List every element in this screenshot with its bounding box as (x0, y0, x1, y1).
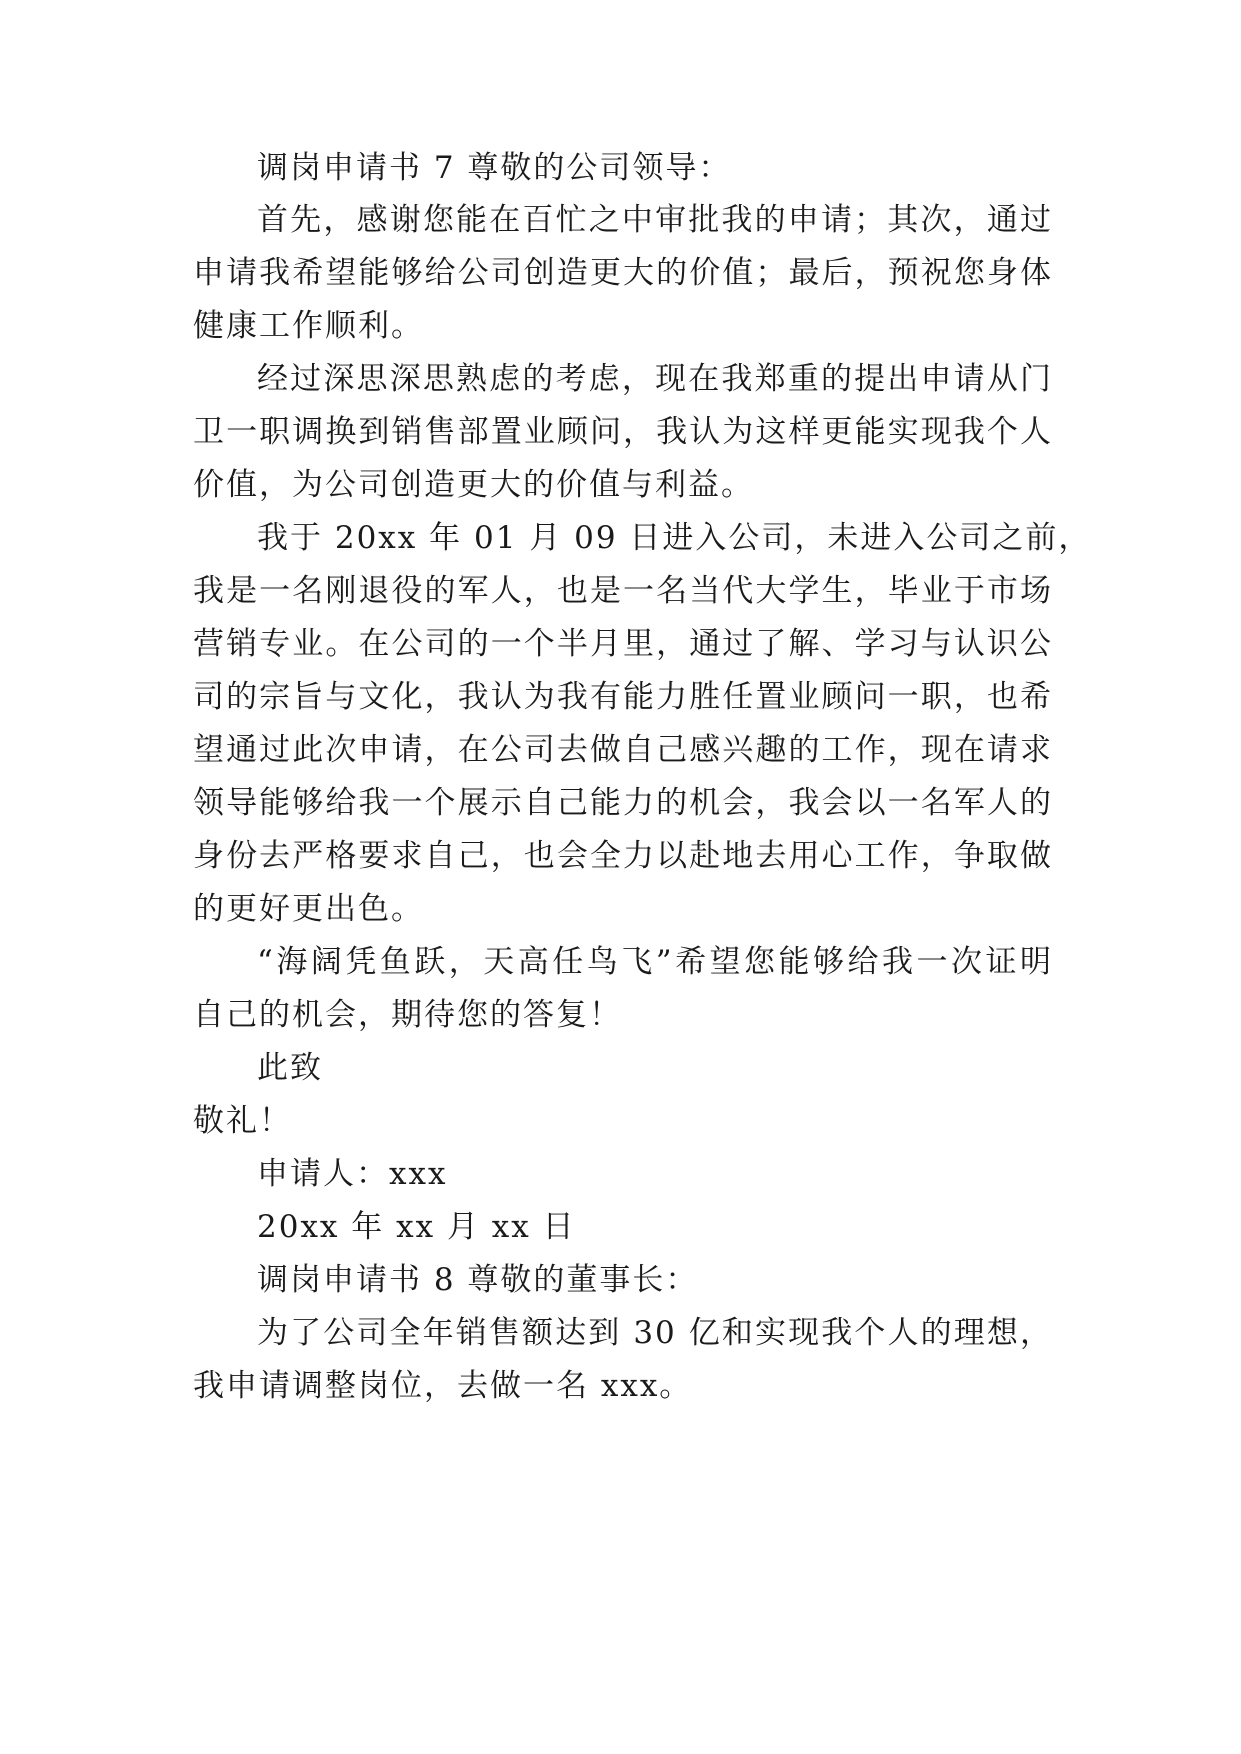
paragraph-line: “海阔凭鱼跃，天高任鸟飞”希望您能够给我一次证明 (257, 944, 1053, 980)
paragraph-line: 我于 20xx 年 01 月 09 日进入公司，未进入公司之前， (257, 520, 1092, 556)
paragraph-line: 自己的机会，期待您的答复！ (193, 997, 622, 1033)
heading-line-7: 调岗申请书 7 尊敬的公司领导： (257, 150, 732, 186)
paragraph-line: 领导能够给我一个展示自己能力的机会，我会以一名军人的 (193, 785, 1053, 821)
paragraph-line: 卫一职调换到销售部置业顾问，我认为这样更能实现我个人 (193, 414, 1053, 450)
paragraph-line: 身份去严格要求自己，也会全力以赴地去用心工作，争取做 (193, 838, 1053, 874)
paragraph-line: 价值，为公司创造更大的价值与利益。 (193, 467, 754, 503)
paragraph-line: 申请我希望能够给公司创造更大的价值；最后，预祝您身体 (193, 255, 1053, 291)
paragraph-line: 经过深思深思熟虑的考虑，现在我郑重的提出申请从门 (257, 361, 1053, 397)
paragraph-line: 司的宗旨与文化，我认为我有能力胜任置业顾问一职，也希 (193, 679, 1053, 715)
closing-line: 此致 (257, 1050, 323, 1086)
paragraph-line: 的更好更出色。 (193, 891, 424, 927)
salutation-line: 敬礼！ (193, 1103, 292, 1139)
heading-line-8: 调岗申请书 8 尊敬的董事长： (257, 1262, 699, 1298)
date-line: 20xx 年 xx 月 xx 日 (257, 1209, 576, 1245)
applicant-line: 申请人：xxx (257, 1156, 448, 1192)
paragraph-line: 望通过此次申请，在公司去做自己感兴趣的工作，现在请求 (193, 732, 1053, 768)
paragraph-line: 首先，感谢您能在百忙之中审批我的申请；其次，通过 (257, 202, 1053, 238)
paragraph-line: 健康工作顺利。 (193, 308, 424, 344)
paragraph-line: 为了公司全年销售额达到 30 亿和实现我个人的理想， (257, 1315, 1053, 1351)
paragraph-line: 营销专业。在公司的一个半月里，通过了解、学习与认识公 (193, 626, 1053, 662)
paragraph-line: 我申请调整岗位，去做一名 xxx。 (193, 1368, 693, 1404)
paragraph-line: 我是一名刚退役的军人，也是一名当代大学生，毕业于市场 (193, 573, 1053, 609)
